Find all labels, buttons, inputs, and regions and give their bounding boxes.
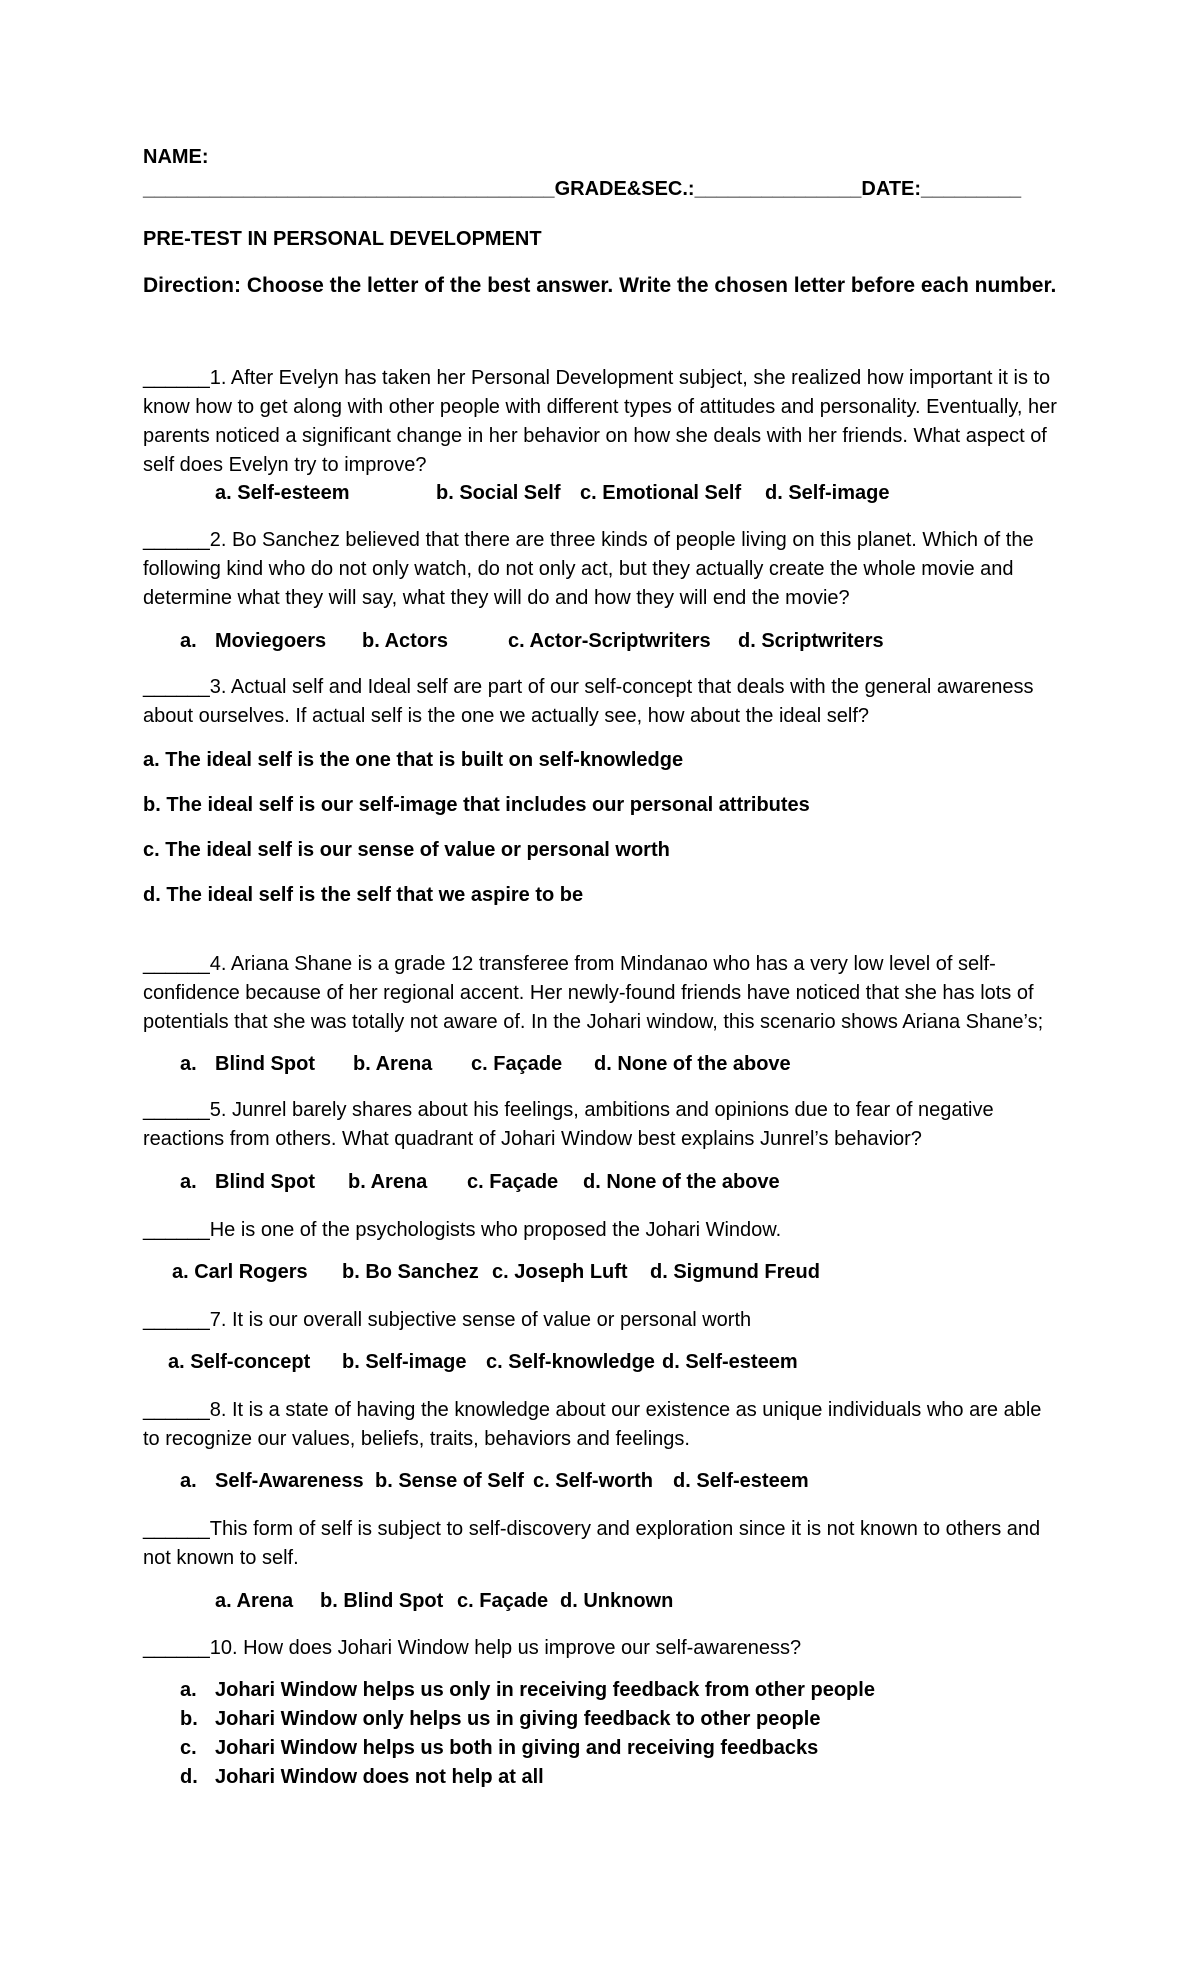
q2-option-a: Moviegoers: [215, 630, 327, 652]
q6-option-d: d. Sigmund Freud: [650, 1261, 820, 1283]
q6-option-a: a. Carl Rogers: [172, 1261, 308, 1283]
q10-option-d-text: Johari Window does not help at all: [215, 1766, 544, 1788]
q7-option-c: c. Self-knowledge: [486, 1351, 655, 1373]
q3-option-b: b. The ideal self is our self-image that includes our personal attributes: [143, 794, 810, 816]
q3-option-a: a. The ideal self is the one that is built on self-knowledge: [143, 749, 684, 771]
q3-option-c: c. The ideal self is our sense of value or personal worth: [143, 839, 670, 861]
q2-option-d: d. Scriptwriters: [738, 630, 884, 652]
q5-option-d: d. None of the above: [583, 1171, 780, 1193]
q5-option-b: b. Arena: [348, 1171, 428, 1193]
question-7-stem: ______7. It is our overall subjective sense of value or personal worth: [143, 1309, 752, 1331]
name-label: NAME:: [143, 146, 209, 168]
q2-option-a-letter: a.: [180, 630, 197, 652]
question-1-stem: ______1. After Evelyn has taken her Personal Development subject, she realized how important it is to know how to get along with other people with different types of attitudes and personality. Eventually, her parents noticed a significant change in her behavior on how she deals with her friends. What aspect of self does Evelyn try to improve?: [143, 367, 1057, 476]
q5-option-a: Blind Spot: [215, 1171, 315, 1193]
date-label: DATE:_________: [861, 178, 1022, 200]
q9-option-a: a. Arena: [215, 1590, 294, 1612]
q5-option-a-letter: a.: [180, 1171, 197, 1193]
q10-option-b-text: Johari Window only helps us in giving feedback to other people: [215, 1708, 821, 1730]
q2-option-c: c. Actor-Scriptwriters: [508, 630, 711, 652]
question-5-stem: ______5. Junrel barely shares about his feelings, ambitions and opinions due to fear of negative reactions from others. What quadrant of Johari Window best explains Junrel’s behavior?: [143, 1099, 994, 1150]
q7-option-b: b. Self-image: [342, 1351, 467, 1373]
q4-option-c: c. Façade: [471, 1053, 563, 1075]
q3-option-d: d. The ideal self is the self that we aspire to be: [143, 884, 584, 906]
q8-option-a: Self-Awareness: [215, 1470, 364, 1492]
page-title: PRE-TEST IN PERSONAL DEVELOPMENT: [143, 228, 542, 250]
q7-option-a: a. Self-concept: [168, 1351, 311, 1373]
q1-option-b: b. Social Self: [436, 482, 561, 504]
q10-option-c-letter: c.: [180, 1737, 197, 1759]
q10-option-d-letter: d.: [180, 1766, 198, 1788]
q1-option-c: c. Emotional Self: [580, 482, 742, 504]
question-3-stem: ______3. Actual self and Ideal self are part of our self-concept that deals with the general awareness about ourselves. If actual self is the one we actually see, how about the ideal self?: [143, 676, 1034, 727]
q8-option-d: d. Self-esteem: [673, 1470, 809, 1492]
q10-option-a-text: Johari Window helps us only in receiving feedback from other people: [215, 1679, 875, 1701]
q4-option-a-letter: a.: [180, 1053, 197, 1075]
q9-option-c: c. Façade: [457, 1590, 549, 1612]
q10-option-a: [180, 1679, 875, 1702]
question-10-stem: ______10. How does Johari Window help us improve our self-awareness?: [143, 1637, 802, 1659]
q8-option-c: c. Self-worth: [533, 1470, 654, 1492]
q10-option-d: [180, 1766, 544, 1789]
q4-option-d: d. None of the above: [594, 1053, 791, 1075]
direction-text: Direction: Choose the letter of the best answer. Write the chosen letter before each number.: [143, 274, 1057, 297]
q2-option-b: b. Actors: [362, 630, 448, 652]
question-2-stem: ______2. Bo Sanchez believed that there are three kinds of people living on this planet. Which of the following kind who do not only watch, do not only act, but they actually create the whole movie and determine what they will say, what they will do and how they will end the movie?: [143, 529, 1034, 609]
q10-option-b-letter: b.: [180, 1708, 198, 1730]
q8-option-b: b. Sense of Self: [375, 1470, 524, 1492]
q8-option-a-letter: a.: [180, 1470, 197, 1492]
q9-option-d: d. Unknown: [560, 1590, 674, 1612]
question-8-stem: ______8. It is a state of having the knowledge about our existence as unique individuals who are able to recognize our values, beliefs, traits, behaviors and feelings.: [143, 1399, 1042, 1450]
q5-option-c: c. Façade: [467, 1171, 559, 1193]
q10-option-a-letter: a.: [180, 1679, 197, 1701]
q6-option-b: b. Bo Sanchez: [342, 1261, 479, 1283]
name-blank: _____________________________________: [143, 178, 555, 200]
q10-option-b: [180, 1708, 820, 1731]
q1-option-d: d. Self-image: [765, 482, 890, 504]
q10-option-c: [180, 1737, 818, 1760]
q4-option-a: Blind Spot: [215, 1053, 315, 1075]
question-9-stem: ______This form of self is subject to self-discovery and exploration since it is not known to others and not known to self.: [143, 1518, 1041, 1569]
grade-section-label: GRADE&SEC.:_______________: [554, 178, 862, 200]
question-6-stem: ______He is one of the psychologists who proposed the Johari Window.: [143, 1219, 782, 1241]
q7-option-d: d. Self-esteem: [662, 1351, 798, 1373]
q1-option-a: a. Self-esteem: [215, 482, 350, 504]
question-4-stem: ______4. Ariana Shane is a grade 12 transferee from Mindanao who has a very low level of self-confidence because of her regional accent. Her newly-found friends have noticed that she has lots of potentials that she was totally not aware of. In the Johari window, this scenario shows Ariana Shane’s;: [143, 953, 1044, 1033]
q4-option-b: b. Arena: [353, 1053, 433, 1075]
header-info-line: [143, 178, 1021, 201]
q6-option-c: c. Joseph Luft: [492, 1261, 628, 1283]
q10-option-c-text: Johari Window helps us both in giving and receiving feedbacks: [215, 1737, 819, 1759]
q9-option-b: b. Blind Spot: [320, 1590, 444, 1612]
